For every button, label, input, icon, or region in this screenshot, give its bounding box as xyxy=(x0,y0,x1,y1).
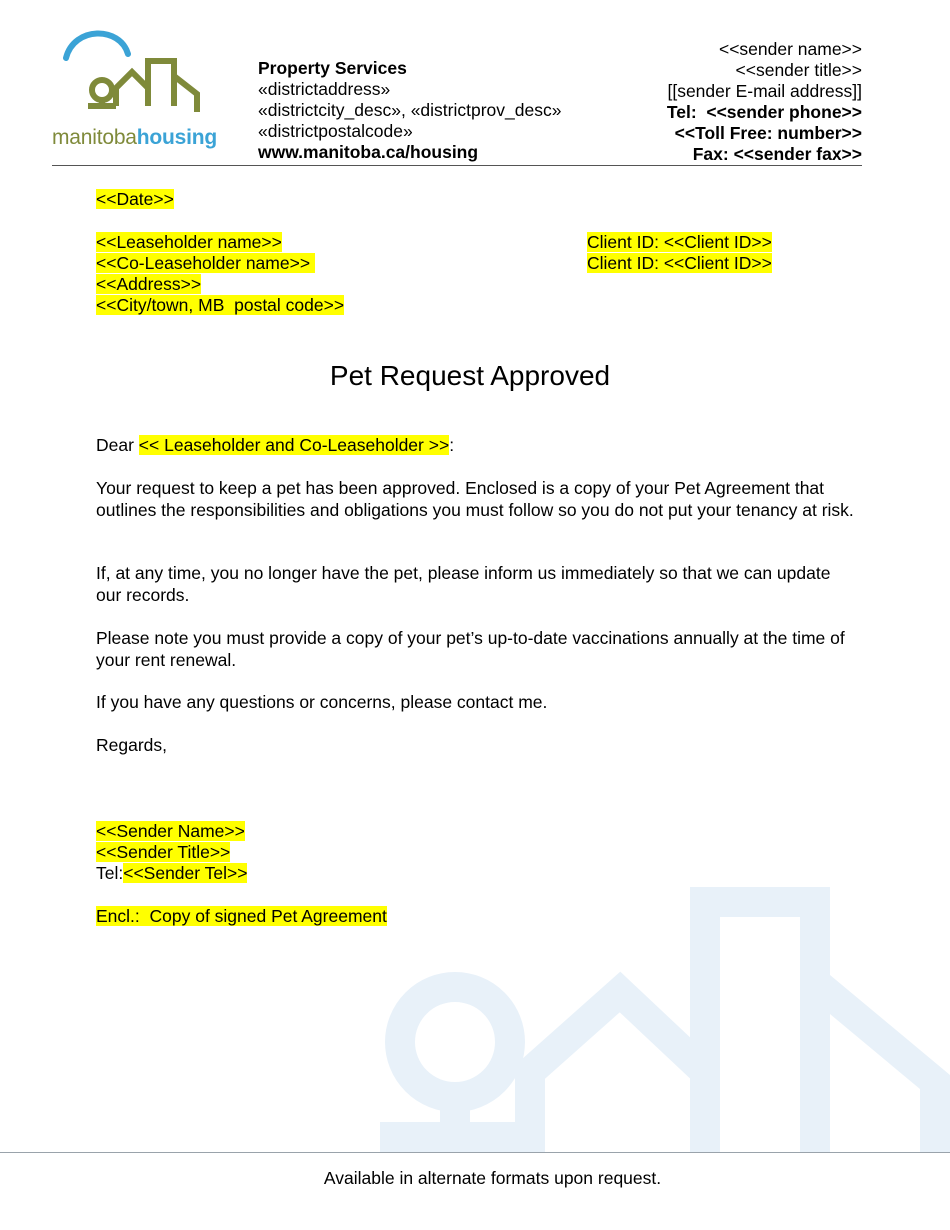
recipient-leaseholder: <<Leaseholder name>> xyxy=(96,232,282,252)
logo-wordmark xyxy=(52,126,217,150)
salutation-suffix: : xyxy=(449,435,455,455)
sender-fax: Fax: <<sender fax>> xyxy=(692,144,862,164)
enclosure-note xyxy=(96,906,387,927)
sender-email: [[sender E-mail address]] xyxy=(667,81,862,101)
client-id-block xyxy=(587,232,772,274)
sender-toll-free: <<Toll Free: number>> xyxy=(674,123,862,143)
signature-name: <<Sender Name>> xyxy=(96,821,245,841)
client-id-1: Client ID: <<Client ID>> xyxy=(587,232,772,252)
sender-name: <<sender name>> xyxy=(718,39,862,59)
office-address: «districtaddress» xyxy=(258,79,391,99)
footer-divider xyxy=(0,1152,950,1153)
logo-word-housing: housing xyxy=(136,126,218,149)
signature-tel-label: Tel: xyxy=(96,863,124,883)
date-field: <<Date>> xyxy=(96,189,174,209)
letter-date xyxy=(96,189,174,210)
header-divider xyxy=(52,165,862,166)
paragraph-vaccinations: Please note you must provide a copy of your pet’s up-to-date vaccinations annually at the time of your rent renewal. xyxy=(96,628,845,670)
signature-tel: <<Sender Tel>> xyxy=(123,863,248,883)
sender-phone: Tel: <<sender phone>> xyxy=(666,102,862,122)
recipient-address: <<Address>> xyxy=(96,274,202,294)
office-name: Property Services xyxy=(258,58,407,78)
recipient-co-leaseholder: <<Co-Leaseholder name>> xyxy=(96,253,315,273)
signature-block xyxy=(96,821,247,884)
office-address-block xyxy=(258,58,561,163)
enclosure-text: Encl.: Copy of signed Pet Agreement xyxy=(96,906,387,926)
signature-title: <<Sender Title>> xyxy=(96,842,231,862)
office-website: www.manitoba.ca/housing xyxy=(258,142,479,162)
letter-title: Pet Request Approved xyxy=(329,360,611,391)
salutation-prefix: Dear xyxy=(96,435,139,455)
paragraph-contact: If you have any questions or concerns, please contact me. xyxy=(96,692,548,712)
client-id-2: Client ID: <<Client ID>> xyxy=(587,253,772,273)
footer-note: Available in alternate formats upon request. xyxy=(323,1168,662,1188)
recipient-city: <<City/town, MB postal code>> xyxy=(96,295,345,315)
manitoba-housing-watermark xyxy=(360,882,950,1152)
sender-title: <<sender title>> xyxy=(735,60,862,80)
recipient-address-block xyxy=(96,232,344,316)
office-city-prov: «districtcity_desc», «districtprov_desc» xyxy=(258,100,562,120)
paragraph-approval: Your request to keep a pet has been approved. Enclosed is a copy of your Pet Agreement that outlines the responsibilities and obligations you must follow so you do not put your tenancy at risk. xyxy=(96,478,854,520)
salutation-name: << Leaseholder and Co-Leaseholder >> xyxy=(138,435,450,455)
closing-regards: Regards, xyxy=(96,735,168,755)
paragraph-inform: If, at any time, you no longer have the pet, please inform us immediately so that we can update our records. xyxy=(96,563,831,605)
office-postal: «districtpostalcode» xyxy=(258,121,413,141)
salutation xyxy=(96,435,856,457)
logo-word-manitoba: manitoba xyxy=(52,126,137,149)
sender-contact-block xyxy=(667,39,862,165)
